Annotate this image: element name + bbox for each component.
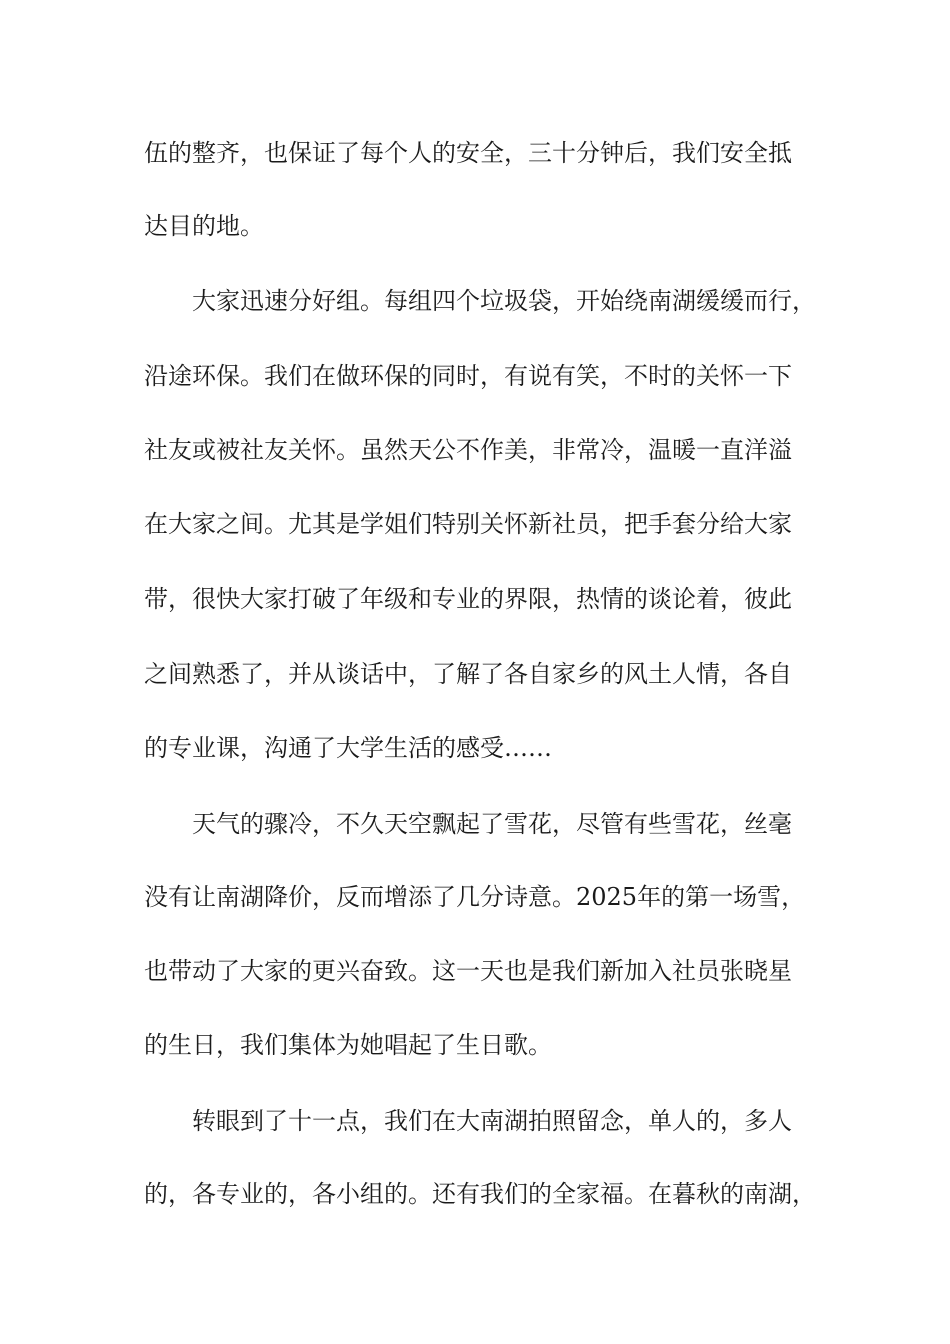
text-line: 也带动了大家的更兴奋致。这一天也是我们新加入社员张晓星 xyxy=(144,957,792,985)
text-line: 之间熟悉了，并从谈话中，了解了各自家乡的风土人情，各自 xyxy=(144,660,792,688)
paragraph-start-line: 转眼到了十一点，我们在大南湖拍照留念，单人的，多人 xyxy=(192,1107,792,1135)
paragraph-start-line: 天气的骤冷，不久天空飘起了雪花，尽管有些雪花，丝毫 xyxy=(192,810,792,838)
text-line: 没有让南湖降价，反而增添了几分诗意。2025年的第一场雪， xyxy=(144,883,806,911)
text-line: 达目的地。 xyxy=(144,212,264,240)
paragraph-start-line: 大家迅速分好组。每组四个垃圾袋，开始绕南湖缓缓而行， xyxy=(192,287,816,315)
text-line: 沿途环保。我们在做环保的同时，有说有笑，不时的关怀一下 xyxy=(144,362,792,390)
text-line: 的生日，我们集体为她唱起了生日歌。 xyxy=(144,1031,552,1059)
text-line: 在大家之间。尤其是学姐们特别关怀新社员，把手套分给大家 xyxy=(144,510,792,538)
text-line: 社友或被社友关怀。虽然天公不作美，非常冷，温暖一直洋溢 xyxy=(144,436,792,464)
text-line: 伍的整齐，也保证了每个人的安全，三十分钟后，我们安全抵 xyxy=(144,139,792,167)
text-line: 带，很快大家打破了年级和专业的界限，热情的谈论着，彼此 xyxy=(144,585,792,613)
text-line: 的，各专业的，各小组的。还有我们的全家福。在暮秋的南湖， xyxy=(144,1180,816,1208)
text-line: 的专业课，沟通了大学生活的感受…… xyxy=(144,734,552,762)
